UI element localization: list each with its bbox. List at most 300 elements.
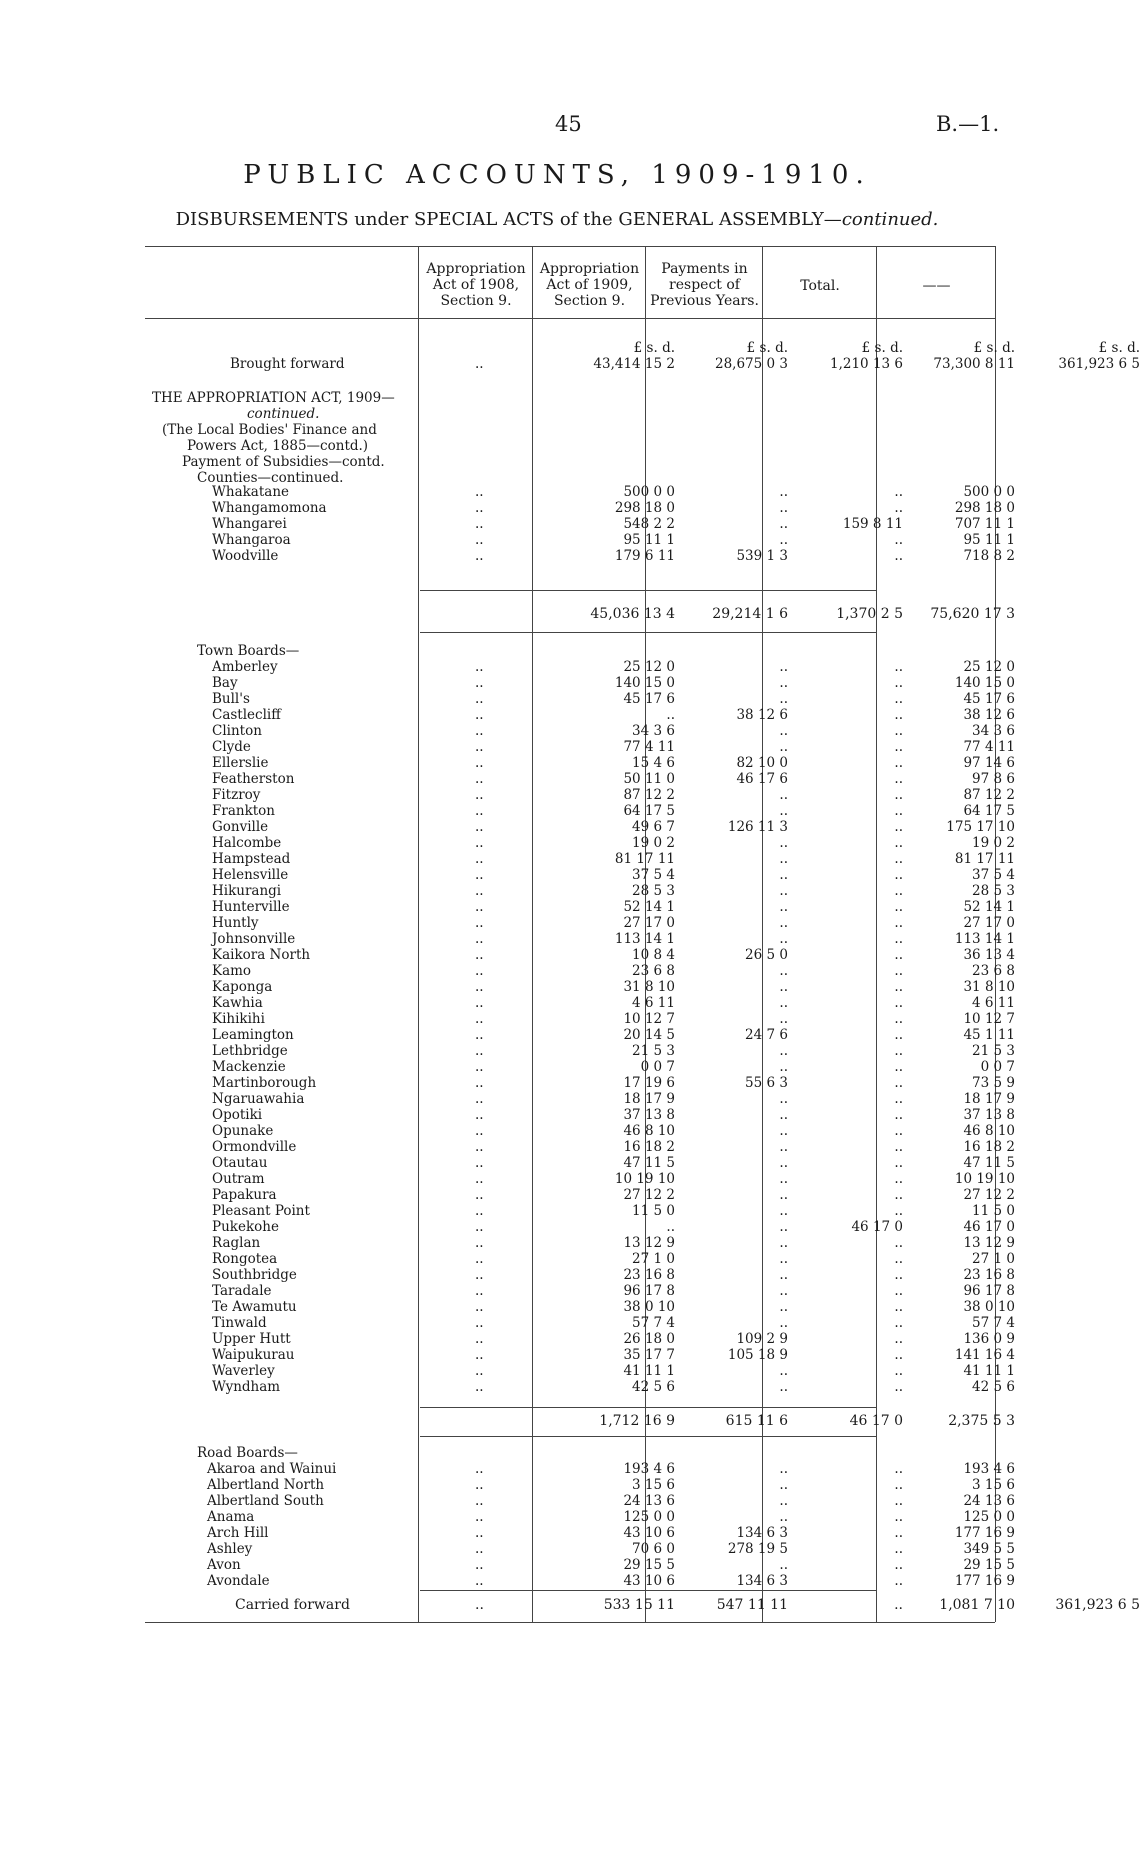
table-row (150, 1075, 1015, 1091)
cell: 10 19 10 (614, 1171, 675, 1187)
cell: .. (779, 532, 788, 548)
leader-dots: .. (475, 931, 484, 947)
cell: 177 16 9 (954, 1573, 1015, 1589)
table-row (150, 1011, 1015, 1027)
table-row (150, 707, 1015, 723)
table-row (150, 1171, 1015, 1187)
cell: 42 5 6 (972, 1379, 1015, 1395)
cell: 24 13 6 (963, 1493, 1015, 1509)
column-header-previous-years: Payments in respect of Previous Years. (650, 261, 759, 309)
cell: .. (894, 1331, 903, 1347)
row-label: Kaponga (212, 979, 273, 995)
cell: 23 6 8 (632, 963, 675, 979)
cell: .. (894, 1203, 903, 1219)
cell: .. (894, 915, 903, 931)
table-row (150, 1283, 1015, 1299)
cell: 1,081 7 10 (939, 1597, 1015, 1613)
table-row (150, 1461, 1015, 1477)
cell: 81 17 11 (954, 851, 1015, 867)
cell: 24 7 6 (745, 1027, 788, 1043)
cell: 45,036 13 4 (590, 606, 675, 622)
cell: .. (894, 659, 903, 675)
table-row (150, 1139, 1015, 1155)
cell: .. (894, 819, 903, 835)
cell: .. (894, 500, 903, 516)
table-row (150, 1203, 1015, 1219)
table-row (150, 803, 1015, 819)
cell: 38 12 6 (963, 707, 1015, 723)
row-label: Southbridge (212, 1267, 297, 1283)
cell: 13 12 9 (963, 1235, 1015, 1251)
row-label: Clinton (212, 723, 262, 739)
cell: .. (779, 1235, 788, 1251)
cell: .. (894, 1573, 903, 1589)
leader-dots: .. (475, 979, 484, 995)
leader-dots: .. (475, 1283, 484, 1299)
cell: 707 11 1 (954, 516, 1015, 532)
brought-forward-row (150, 356, 1140, 372)
table-row (150, 1363, 1015, 1379)
table-row (150, 484, 1015, 500)
row-label: Anama (207, 1509, 255, 1525)
cell: 46 17 0 (963, 1219, 1015, 1235)
leader-dots: .. (475, 548, 484, 564)
row-label: Mackenzie (212, 1059, 286, 1075)
cell: .. (894, 1027, 903, 1043)
cell: .. (779, 1477, 788, 1493)
row-label: Whangaroa (212, 532, 291, 548)
cell: 95 11 1 (963, 532, 1015, 548)
cell: .. (779, 1203, 788, 1219)
currency-header: £ s. d. (633, 340, 675, 356)
row-label: Johnsonville (212, 931, 296, 947)
leader-dots: .. (475, 532, 484, 548)
table-row (150, 548, 1015, 564)
cell: 10 19 10 (954, 1171, 1015, 1187)
section-heading-line: (The Local Bodies' Finance and (162, 422, 377, 438)
table-row (150, 899, 1015, 915)
row-label: Albertland North (207, 1477, 325, 1493)
counties-total-row (150, 606, 1015, 622)
cell: .. (894, 1363, 903, 1379)
cell: 19 0 2 (972, 835, 1015, 851)
leader-dots: .. (475, 659, 484, 675)
town-boards-total-row (150, 1413, 1015, 1429)
cell: 31 8 10 (963, 979, 1015, 995)
subtotal-rule (420, 590, 876, 591)
cell: 21 5 3 (632, 1043, 675, 1059)
row-label: Wyndham (212, 1379, 281, 1395)
table-row (150, 500, 1015, 516)
cell: .. (894, 1107, 903, 1123)
leader-dots: .. (475, 771, 484, 787)
cell: 27 12 2 (623, 1187, 675, 1203)
cell: .. (894, 1283, 903, 1299)
row-label: Papakura (212, 1187, 277, 1203)
leader-dots: .. (475, 1075, 484, 1091)
subtotal-rule (420, 632, 876, 633)
document-reference: B.—1. (936, 112, 1000, 136)
table-row (150, 1267, 1015, 1283)
cell: 81 17 11 (614, 851, 675, 867)
cell: 37 5 4 (972, 867, 1015, 883)
leader-dots: .. (475, 1573, 484, 1589)
cell: 96 17 8 (963, 1283, 1015, 1299)
cell: 134 6 3 (736, 1573, 788, 1589)
table-row (150, 883, 1015, 899)
table-row (150, 1379, 1015, 1395)
leader-dots: .. (475, 1461, 484, 1477)
table-bottom-rule (145, 1622, 995, 1623)
cell: 46 17 6 (736, 771, 788, 787)
cell: 73,300 8 11 (933, 356, 1015, 372)
table-row (150, 963, 1015, 979)
cell: .. (894, 723, 903, 739)
cell: .. (894, 931, 903, 947)
cell: 140 15 0 (614, 675, 675, 691)
leader-dots: .. (475, 1315, 484, 1331)
subtotal-rule (420, 1407, 876, 1408)
cell: 361,923 6 5 (1055, 1597, 1140, 1613)
table-row (150, 787, 1015, 803)
table-row (150, 691, 1015, 707)
cell: .. (779, 516, 788, 532)
cell: 42 5 6 (632, 1379, 675, 1395)
leader-dots: .. (475, 1331, 484, 1347)
leader-dots: .. (475, 356, 484, 372)
row-label: Amberley (212, 659, 278, 675)
leader-dots: .. (475, 1027, 484, 1043)
cell: 28 5 3 (972, 883, 1015, 899)
section-heading-line: Powers Act, 1885—contd.) (187, 438, 369, 454)
cell: .. (779, 1139, 788, 1155)
leader-dots: .. (475, 1525, 484, 1541)
leader-dots: .. (475, 691, 484, 707)
cell: 0 0 7 (980, 1059, 1015, 1075)
row-label: Akaroa and Wainui (207, 1461, 337, 1477)
cell: 113 14 1 (954, 931, 1015, 947)
row-label: Martinborough (212, 1075, 317, 1091)
cell: 27 1 0 (632, 1251, 675, 1267)
table-row (150, 1315, 1015, 1331)
leader-dots: .. (475, 1251, 484, 1267)
section-heading-line: Counties—continued. (197, 470, 344, 486)
leader-dots: .. (475, 867, 484, 883)
cell: 134 6 3 (736, 1525, 788, 1541)
cell: .. (779, 1379, 788, 1395)
cell: .. (894, 1597, 903, 1613)
row-label: Tinwald (212, 1315, 267, 1331)
cell: 547 11 11 (716, 1597, 788, 1613)
row-label: Gonville (212, 819, 269, 835)
row-label: Ashley (207, 1541, 253, 1557)
section-heading-line: THE APPROPRIATION ACT, 1909— (152, 390, 395, 406)
cell: 13 12 9 (623, 1235, 675, 1251)
cell: 46 17 0 (851, 1219, 903, 1235)
cell: 49 6 7 (632, 819, 675, 835)
cell: .. (779, 1011, 788, 1027)
cell: 28 5 3 (632, 883, 675, 899)
leader-dots: .. (475, 803, 484, 819)
cell: .. (894, 1347, 903, 1363)
cell: 38 12 6 (736, 707, 788, 723)
cell: 52 14 1 (623, 899, 675, 915)
cell: 27 12 2 (963, 1187, 1015, 1203)
cell: .. (894, 835, 903, 851)
cell: .. (894, 1267, 903, 1283)
cell: 10 12 7 (963, 1011, 1015, 1027)
cell: .. (779, 723, 788, 739)
cell: 18 17 9 (963, 1091, 1015, 1107)
cell: .. (894, 1509, 903, 1525)
cell: 75,620 17 3 (930, 606, 1015, 622)
cell: .. (894, 899, 903, 915)
row-label: Frankton (212, 803, 275, 819)
cell: 82 10 0 (736, 755, 788, 771)
subtitle-continued: continued. (841, 209, 939, 230)
cell: .. (894, 851, 903, 867)
cell: 23 16 8 (623, 1267, 675, 1283)
cell: .. (894, 1171, 903, 1187)
cell: 533 15 11 (603, 1597, 675, 1613)
row-label: Bull's (212, 691, 250, 707)
cell: 45 17 6 (963, 691, 1015, 707)
cell: 718 8 2 (963, 548, 1015, 564)
cell: .. (894, 1477, 903, 1493)
row-label: Ngaruawahia (212, 1091, 305, 1107)
leader-dots: .. (475, 963, 484, 979)
row-label: Pleasant Point (212, 1203, 310, 1219)
leader-dots: .. (475, 707, 484, 723)
table-row (150, 1573, 1015, 1589)
leader-dots: .. (475, 819, 484, 835)
cell: 29,214 1 6 (712, 606, 788, 622)
cell: .. (894, 1525, 903, 1541)
cell: .. (894, 995, 903, 1011)
cell: .. (894, 484, 903, 500)
row-label: Kihikihi (212, 1011, 265, 1027)
leader-dots: .. (475, 1347, 484, 1363)
cell: 52 14 1 (963, 899, 1015, 915)
cell: 87 12 2 (623, 787, 675, 803)
cell: 64 17 5 (623, 803, 675, 819)
row-label: Upper Hutt (212, 1331, 291, 1347)
cell: 45 1 11 (963, 1027, 1015, 1043)
cell: 298 18 0 (614, 500, 675, 516)
leader-dots: .. (475, 1557, 484, 1573)
cell: .. (779, 963, 788, 979)
cell: 43 10 6 (623, 1525, 675, 1541)
cell: 97 14 6 (963, 755, 1015, 771)
cell: .. (779, 1043, 788, 1059)
cell: 28,675 0 3 (715, 356, 788, 372)
cell: 47 11 5 (623, 1155, 675, 1171)
cell: .. (779, 484, 788, 500)
cell: 21 5 3 (972, 1043, 1015, 1059)
cell: .. (779, 979, 788, 995)
table-row (150, 1043, 1015, 1059)
leader-dots: .. (475, 1011, 484, 1027)
cell: 27 17 0 (623, 915, 675, 931)
leader-dots: .. (475, 1363, 484, 1379)
table-row (150, 851, 1015, 867)
cell: 140 15 0 (954, 675, 1015, 691)
cell: 23 6 8 (972, 963, 1015, 979)
row-label: Kamo (212, 963, 252, 979)
row-label: Whangamomona (212, 500, 327, 516)
cell: .. (779, 915, 788, 931)
table-row (150, 1299, 1015, 1315)
cell: 25 12 0 (963, 659, 1015, 675)
cell: 87 12 2 (963, 787, 1015, 803)
row-label: Arch Hill (207, 1525, 269, 1541)
table-top-rule (145, 246, 995, 247)
leader-dots: .. (475, 1187, 484, 1203)
cell: .. (894, 739, 903, 755)
row-label: Helensville (212, 867, 289, 883)
table-row (150, 1525, 1015, 1541)
cell: .. (894, 867, 903, 883)
cell: 23 16 8 (963, 1267, 1015, 1283)
cell: 34 3 6 (972, 723, 1015, 739)
cell: 3 15 6 (632, 1477, 675, 1493)
table-row (150, 1107, 1015, 1123)
row-label: Whangarei (212, 516, 287, 532)
row-label: Raglan (212, 1235, 261, 1251)
table-row (150, 1251, 1015, 1267)
cell: 46 8 10 (623, 1123, 675, 1139)
cell: 25 12 0 (623, 659, 675, 675)
row-label: Woodville (212, 548, 279, 564)
row-label: Hampstead (212, 851, 291, 867)
leader-dots: .. (475, 1043, 484, 1059)
table-row (150, 1235, 1015, 1251)
cell: 77 4 11 (963, 739, 1015, 755)
cell: .. (894, 1043, 903, 1059)
cell: 193 4 6 (963, 1461, 1015, 1477)
carried-forward-row (150, 1597, 1140, 1613)
cell: .. (894, 1187, 903, 1203)
cell: .. (894, 1011, 903, 1027)
cell: 77 4 11 (623, 739, 675, 755)
leader-dots: .. (475, 1299, 484, 1315)
cell: 10 12 7 (623, 1011, 675, 1027)
cell: 55 6 3 (745, 1075, 788, 1091)
cell: 500 0 0 (963, 484, 1015, 500)
cell: 539 1 3 (736, 548, 788, 564)
cell: 57 7 4 (632, 1315, 675, 1331)
cell: 179 6 11 (614, 548, 675, 564)
cell: 26 5 0 (745, 947, 788, 963)
leader-dots: .. (475, 1493, 484, 1509)
table-row (150, 995, 1015, 1011)
cell: 73 5 9 (972, 1075, 1015, 1091)
row-label: Albertland South (207, 1493, 324, 1509)
cell: 50 11 0 (623, 771, 675, 787)
row-label: Fitzroy (212, 787, 261, 803)
cell: .. (779, 1123, 788, 1139)
column-header-1909: Appropriation Act of 1909, Section 9. (539, 261, 640, 309)
cell: 36 13 4 (963, 947, 1015, 963)
cell: .. (894, 1557, 903, 1573)
cell: .. (894, 1155, 903, 1171)
cell: 193 4 6 (623, 1461, 675, 1477)
leader-dots: .. (475, 723, 484, 739)
table-row (150, 1155, 1015, 1171)
cell: 96 17 8 (623, 1283, 675, 1299)
section-heading (152, 390, 395, 486)
row-label: Waipukurau (212, 1347, 295, 1363)
cell: 10 8 4 (632, 947, 675, 963)
leader-dots: .. (475, 1509, 484, 1525)
row-label: Halcombe (212, 835, 282, 851)
cell: 41 11 1 (963, 1363, 1015, 1379)
table-row (150, 739, 1015, 755)
leader-dots: .. (475, 1059, 484, 1075)
leader-dots: .. (475, 1267, 484, 1283)
cell: 177 16 9 (954, 1525, 1015, 1541)
town-boards-heading: Town Boards— (197, 643, 300, 659)
row-label: Carried forward (235, 1597, 350, 1613)
leader-dots: .. (475, 1155, 484, 1171)
cell: 29 15 5 (623, 1557, 675, 1573)
cell: .. (779, 883, 788, 899)
cell: .. (779, 1251, 788, 1267)
cell: 0 0 7 (640, 1059, 675, 1075)
cell: .. (779, 1493, 788, 1509)
cell: .. (894, 675, 903, 691)
cell: 34 3 6 (632, 723, 675, 739)
row-label: Kaikora North (212, 947, 311, 963)
leader-dots: .. (475, 899, 484, 915)
cell: .. (779, 787, 788, 803)
row-label: Castlecliff (212, 707, 281, 723)
leader-dots: .. (475, 1219, 484, 1235)
cell: 11 5 0 (632, 1203, 675, 1219)
cell: .. (779, 995, 788, 1011)
cell: 64 17 5 (963, 803, 1015, 819)
cell: 46 8 10 (963, 1123, 1015, 1139)
cell: 18 17 9 (623, 1091, 675, 1107)
cell: .. (779, 1155, 788, 1171)
cell: .. (894, 1379, 903, 1395)
table-row (150, 516, 1015, 532)
leader-dots: .. (475, 675, 484, 691)
cell: .. (779, 1171, 788, 1187)
table-row (150, 1219, 1015, 1235)
subtitle-main: DISBURSEMENTS under SPECIAL ACTS of the GENERAL ASSEMBLY— (175, 209, 842, 230)
table-row (150, 835, 1015, 851)
cell: 113 14 1 (614, 931, 675, 947)
cell: 1,712 16 9 (599, 1413, 675, 1429)
cell: 46 17 0 (849, 1413, 903, 1429)
cell: 141 16 4 (954, 1347, 1015, 1363)
leader-dots: .. (475, 835, 484, 851)
cell: .. (779, 1091, 788, 1107)
cell: .. (779, 675, 788, 691)
cell: 105 18 9 (727, 1347, 788, 1363)
row-label: Ellerslie (212, 755, 269, 771)
cell: .. (894, 691, 903, 707)
row-label: Bay (212, 675, 238, 691)
cell: .. (894, 1139, 903, 1155)
table-row (150, 755, 1015, 771)
row-label: Te Awamutu (212, 1299, 297, 1315)
row-label: Brought forward (230, 356, 345, 372)
row-label: Clyde (212, 739, 251, 755)
table-row (150, 1027, 1015, 1043)
cell: 97 8 6 (972, 771, 1015, 787)
